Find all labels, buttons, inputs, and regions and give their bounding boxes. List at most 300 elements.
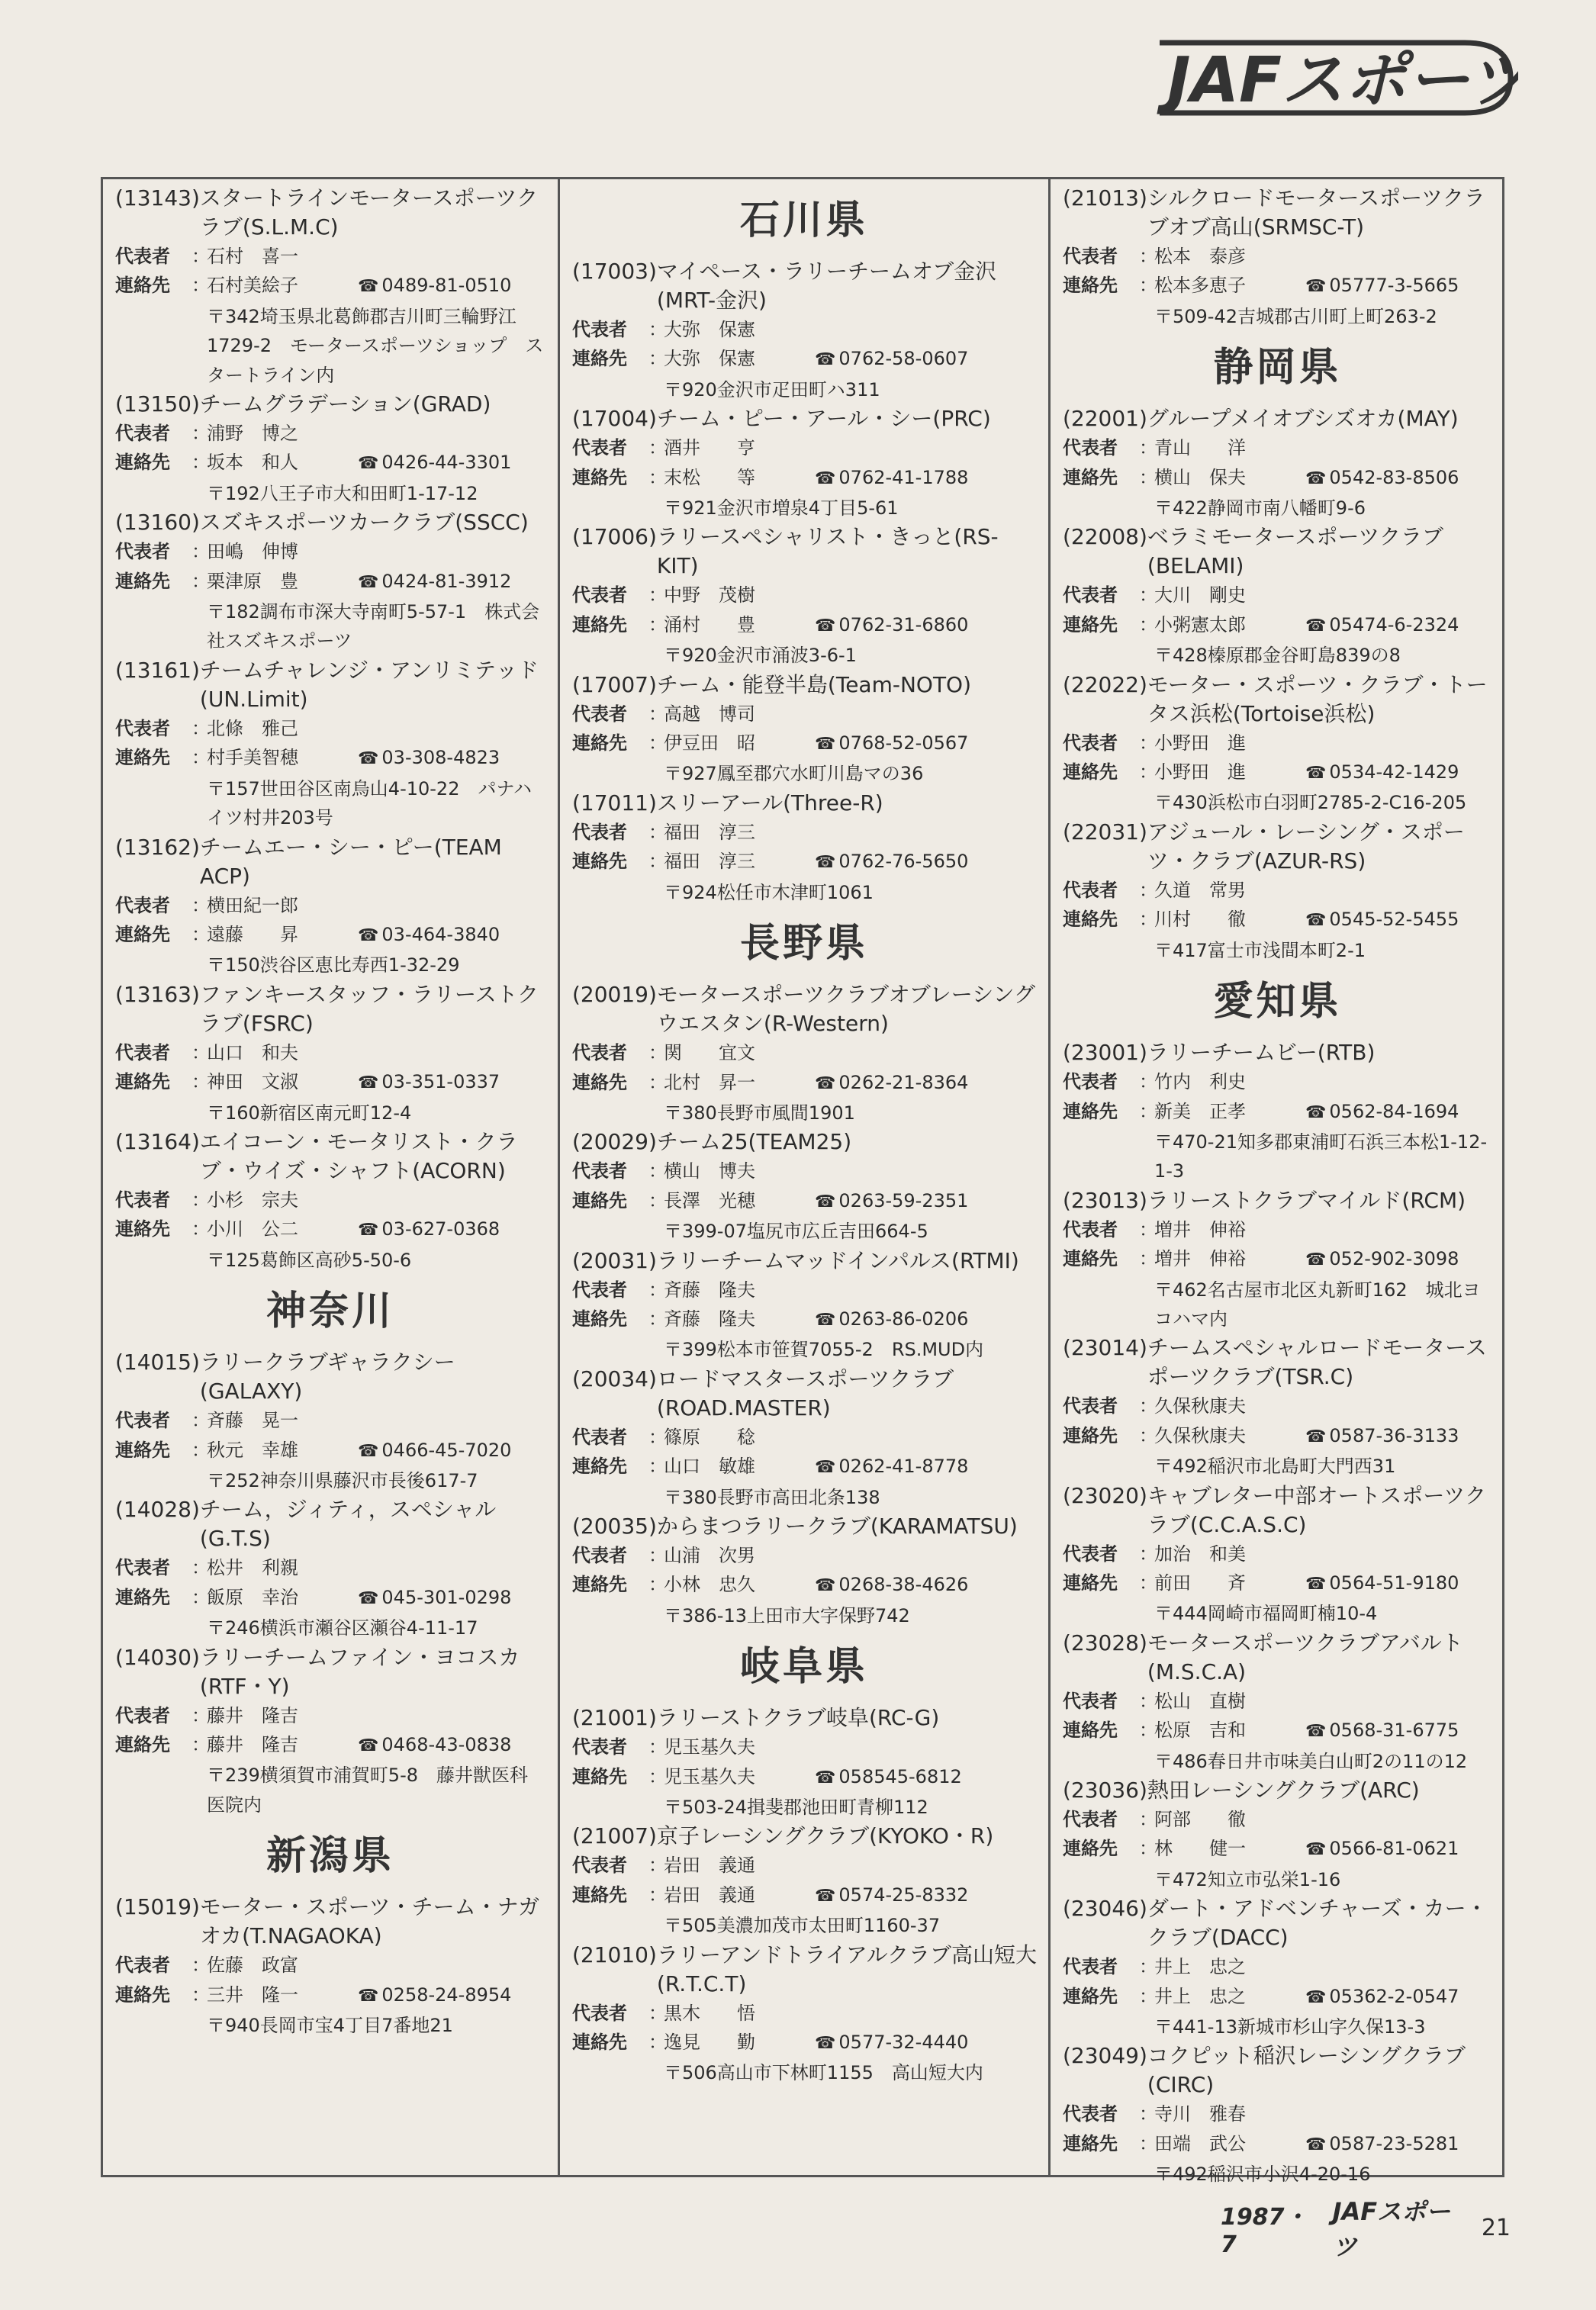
contact-name: 林 健一 xyxy=(1154,1838,1246,1860)
colon: ： xyxy=(1139,1690,1157,1712)
phone-value: 0534-42-1429 xyxy=(1329,761,1459,783)
colon: ： xyxy=(191,1439,210,1461)
club-header xyxy=(560,789,1048,818)
colon: ： xyxy=(648,1160,667,1182)
contact-name: 栗津原 豊 xyxy=(207,570,298,592)
contact-row xyxy=(1051,905,1504,935)
contact-label: 連絡先 xyxy=(115,1734,170,1755)
contact-label: 連絡先 xyxy=(1063,1572,1118,1594)
club-id: (13163) xyxy=(115,981,200,1007)
representative-label: 代表者 xyxy=(572,319,627,340)
club-header xyxy=(103,980,558,1038)
contact-label: 連絡先 xyxy=(115,275,170,297)
representative-name: 佐藤 政富 xyxy=(207,1954,298,1977)
colon: ： xyxy=(1139,1543,1157,1565)
colon: ： xyxy=(191,423,210,445)
club-name: スズキスポーツカークラブ(SSCC) xyxy=(199,510,529,536)
phone-number xyxy=(815,1880,968,1911)
club-id: (20029) xyxy=(572,1129,657,1155)
telephone-icon: ☎ xyxy=(1305,277,1327,297)
contact-row xyxy=(560,1570,1048,1601)
phone-value: 0564-51-9180 xyxy=(1329,1572,1459,1594)
contact-row xyxy=(1051,1834,1504,1864)
representative-label: 代表者 xyxy=(1063,1395,1118,1417)
contact-name: 井上 忠之 xyxy=(1154,1985,1246,2007)
contact-name: 新美 正孝 xyxy=(1154,1100,1246,1122)
club-id: (22001) xyxy=(1063,406,1147,432)
representative-row xyxy=(560,818,1048,847)
colon: ： xyxy=(1139,1424,1157,1446)
representative-label: 代表者 xyxy=(115,1557,170,1579)
club-id: (23049) xyxy=(1063,2043,1147,2069)
club-header xyxy=(1051,1038,1504,1067)
colon: ： xyxy=(191,1189,210,1211)
representative-row xyxy=(560,315,1048,344)
colon: ： xyxy=(1139,879,1157,901)
colon: ： xyxy=(648,1071,667,1093)
colon: ： xyxy=(1139,1985,1157,2007)
club-name: チームグラデーション(GRAD) xyxy=(199,391,491,417)
representative-label: 代表者 xyxy=(572,437,627,459)
club-id: (21013) xyxy=(1063,185,1147,211)
club-name: ラリーチームファイン・ヨコスカ(RTF・Y) xyxy=(199,1644,520,1699)
telephone-icon: ☎ xyxy=(1305,2135,1327,2154)
contact-label: 連絡先 xyxy=(1063,2132,1118,2154)
colon: ： xyxy=(648,1189,667,1211)
club-id: (21010) xyxy=(572,1942,657,1967)
colon: ： xyxy=(648,584,667,606)
club-name: ラリーストクラブ岐阜(RC-G) xyxy=(656,1705,940,1731)
telephone-icon: ☎ xyxy=(358,925,379,945)
representative-row xyxy=(1051,1805,1504,1834)
prefecture-heading: 静岡県 xyxy=(1213,345,1342,391)
club-entry xyxy=(1051,1186,1504,1334)
phone-number xyxy=(815,1762,962,1793)
colon: ： xyxy=(648,1574,667,1596)
phone-number xyxy=(1305,1097,1459,1128)
club-header xyxy=(560,1822,1048,1851)
phone-value: 03-308-4823 xyxy=(381,747,500,769)
club-header xyxy=(103,508,558,537)
column-2 xyxy=(558,179,1048,2175)
contact-row xyxy=(560,463,1048,494)
phone-number xyxy=(1305,610,1459,641)
telephone-icon: ☎ xyxy=(815,616,836,635)
representative-name: 田嶋 伸博 xyxy=(207,541,298,563)
club-entry xyxy=(1051,1894,1504,2041)
phone-number xyxy=(358,448,511,478)
phone-value: 052-902-3098 xyxy=(1329,1248,1459,1270)
phone-number xyxy=(815,847,968,877)
representative-label: 代表者 xyxy=(115,1954,170,1977)
club-id: (13143) xyxy=(115,185,200,211)
contact-name: 小野田 進 xyxy=(1154,761,1246,783)
club-address: 〒422静岡市南八幡町9-6 xyxy=(1154,497,1366,520)
colon: ： xyxy=(1139,1838,1157,1860)
colon: ： xyxy=(1139,613,1157,635)
contact-row xyxy=(1051,463,1504,494)
club-header xyxy=(1051,1629,1504,1687)
representative-row xyxy=(103,1951,558,1980)
prefecture-heading: 石川県 xyxy=(739,198,868,243)
phone-value: 0545-52-5455 xyxy=(1329,909,1459,931)
representative-row xyxy=(1051,1687,1504,1716)
contact-row xyxy=(103,743,558,774)
representative-label: 代表者 xyxy=(1063,246,1118,267)
club-name: チームエー・シー・ピー(TEAM ACP) xyxy=(199,834,502,889)
club-entry xyxy=(1051,184,1504,331)
phone-number xyxy=(815,610,968,641)
representative-label: 代表者 xyxy=(115,894,170,916)
colon: ： xyxy=(648,1456,667,1478)
phone-number xyxy=(1305,1421,1459,1452)
contact-name: 前田 斉 xyxy=(1154,1572,1246,1594)
club-id: (22031) xyxy=(1063,819,1147,845)
phone-value: 0262-41-8778 xyxy=(838,1456,969,1478)
club-id: (22022) xyxy=(1063,671,1147,697)
representative-name: 青山 洋 xyxy=(1154,437,1246,459)
representative-name: 加治 和美 xyxy=(1154,1543,1246,1565)
club-id: (14028) xyxy=(115,1497,200,1523)
phone-number xyxy=(815,1186,968,1217)
club-address: 〒940長岡市宝4丁目7番地21 xyxy=(207,2015,453,2037)
representative-label: 代表者 xyxy=(1063,2103,1118,2125)
club-name: 熱田レーシングクラブ(ARC) xyxy=(1147,1778,1420,1803)
club-name: モータースポーツクラブアバルト(M.S.C.A) xyxy=(1147,1630,1463,1684)
club-header xyxy=(103,656,558,714)
telephone-icon: ☎ xyxy=(358,572,379,592)
phone-value: 0424-81-3912 xyxy=(381,570,512,592)
representative-label: 代表者 xyxy=(1063,437,1118,459)
contact-name: 藤井 隆吉 xyxy=(207,1734,298,1755)
contact-row xyxy=(1051,1568,1504,1599)
telephone-icon: ☎ xyxy=(815,1192,836,1211)
club-address: 〒417富士市浅間本町2-1 xyxy=(1154,939,1366,961)
telephone-icon: ☎ xyxy=(358,1588,379,1608)
contact-name: 田端 武公 xyxy=(1154,2132,1246,2154)
phone-number xyxy=(815,1452,968,1482)
colon: ： xyxy=(648,1426,667,1448)
phone-value: 0568-31-6775 xyxy=(1329,1720,1459,1742)
colon: ： xyxy=(648,1279,667,1301)
club-header xyxy=(1051,1894,1504,1952)
phone-value: 0762-41-1788 xyxy=(838,466,969,488)
phone-number xyxy=(815,2028,968,2058)
contact-name: 伊豆田 昭 xyxy=(664,732,755,754)
jaf-sports-logo xyxy=(1144,29,1518,127)
club-name: 京子レーシングクラブ(KYOKO・R) xyxy=(656,1823,994,1849)
page-footer xyxy=(1221,2197,1511,2261)
club-directory xyxy=(101,177,1504,2186)
representative-row xyxy=(560,1423,1048,1452)
club-name: チームスペシャルロードモータースポーツクラブ(TSR.C) xyxy=(1147,1335,1487,1390)
representative-label: 代表者 xyxy=(1063,732,1118,754)
phone-number xyxy=(815,344,968,375)
club-entry xyxy=(560,523,1048,670)
club-id: (20035) xyxy=(572,1513,657,1539)
phone-number xyxy=(1305,1244,1459,1275)
club-entry xyxy=(560,1822,1048,1940)
phone-value: 045-301-0298 xyxy=(381,1586,512,1608)
contact-row xyxy=(1051,1244,1504,1275)
colon: ： xyxy=(191,747,210,769)
contact-name: 涌村 豊 xyxy=(664,613,755,635)
representative-name: 竹内 利史 xyxy=(1154,1071,1246,1093)
club-header xyxy=(560,1247,1048,1276)
club-name: スリーアール(Three-R) xyxy=(656,790,883,816)
club-address: 〒430浜松市白羽町2785-2-C16-205 xyxy=(1154,792,1467,814)
club-entry xyxy=(560,1365,1048,1512)
representative-name: 山口 和夫 xyxy=(207,1041,298,1063)
colon: ： xyxy=(1139,1071,1157,1093)
contact-name: 北村 昇一 xyxy=(664,1071,755,1093)
phone-value: 0263-86-0206 xyxy=(838,1308,969,1330)
magazine-name: JAFスポーツ xyxy=(1332,2197,1451,2261)
contact-label: 連絡先 xyxy=(1063,909,1118,931)
representative-name: 関 宜文 xyxy=(664,1042,755,1064)
contact-name: 秋元 幸雄 xyxy=(207,1439,298,1461)
contact-name: 小川 公二 xyxy=(207,1218,298,1240)
representative-row xyxy=(1051,1539,1504,1568)
telephone-icon: ☎ xyxy=(815,735,836,754)
club-address: 〒160新宿区南元町12-4 xyxy=(207,1102,412,1124)
contact-label: 連絡先 xyxy=(572,1574,627,1596)
club-header xyxy=(1051,1334,1504,1391)
club-name: アジュール・レーシング・スポーツ・クラブ(AZUR-RS) xyxy=(1147,819,1465,873)
colon: ： xyxy=(1139,275,1157,297)
contact-name: 久保秋康夫 xyxy=(1154,1424,1246,1446)
club-entry xyxy=(1051,818,1504,965)
club-id: (23001) xyxy=(1063,1040,1147,1066)
colon: ： xyxy=(1139,1720,1157,1742)
phone-number xyxy=(358,1067,500,1098)
representative-name: 篠原 稔 xyxy=(664,1426,755,1448)
contact-row xyxy=(103,271,558,301)
colon: ： xyxy=(1139,732,1157,754)
colon: ： xyxy=(191,1983,210,2006)
club-address: 〒509-42吉城郡古川町上町263-2 xyxy=(1154,305,1437,327)
club-name: ラリークラブギャラクシー(GALAXY) xyxy=(199,1350,455,1404)
page-number: 21 xyxy=(1481,2214,1511,2241)
club-entry xyxy=(103,184,558,390)
representative-row xyxy=(560,1038,1048,1067)
colon: ： xyxy=(191,1557,210,1579)
club-name: エイコーン・モータリスト・クラブ・ウイズ・シャフト(ACORN) xyxy=(199,1128,518,1183)
phone-number xyxy=(1305,1568,1459,1599)
club-address: 〒125葛飾区高砂5-50-6 xyxy=(207,1249,412,1271)
club-address: 〒927鳳至郡穴水町川島マの36 xyxy=(664,763,924,785)
club-address: 〒182調布市深大寺南町5-57-1 株式会社スズキスポーツ xyxy=(207,601,540,652)
representative-label: 代表者 xyxy=(572,1544,627,1566)
representative-name: 寺川 雅春 xyxy=(1154,2103,1246,2125)
club-address: 〒444岡崎市福岡町楠10-4 xyxy=(1154,1603,1378,1625)
club-header xyxy=(560,1512,1048,1541)
contact-label: 連絡先 xyxy=(1063,466,1118,488)
colon: ： xyxy=(648,319,667,340)
club-id: (22008) xyxy=(1063,524,1147,550)
colon: ： xyxy=(191,541,210,563)
club-name: ファンキースタッフ・ラリーストクラブ(FSRC) xyxy=(199,981,539,1036)
representative-label: 代表者 xyxy=(115,1704,170,1726)
representative-label: 代表者 xyxy=(572,1855,627,1877)
telephone-icon: ☎ xyxy=(815,468,836,488)
contact-row xyxy=(560,610,1048,641)
club-address: 〒920金沢市疋田町ハ311 xyxy=(664,378,880,401)
club-header xyxy=(560,257,1048,315)
contact-name: 増井 伸裕 xyxy=(1154,1248,1246,1270)
contact-name: 末松 等 xyxy=(664,466,755,488)
club-entry xyxy=(103,1495,558,1642)
club-entry xyxy=(1051,1629,1504,1776)
colon: ： xyxy=(191,275,210,297)
club-name: チーム25(TEAM25) xyxy=(656,1129,852,1155)
club-address: 〒157世田谷区南烏山4-10-22 パナハイツ村井203号 xyxy=(207,777,533,829)
representative-row xyxy=(1051,1067,1504,1096)
club-id: (13150) xyxy=(115,391,200,417)
phone-number xyxy=(1305,463,1459,494)
colon: ： xyxy=(648,1544,667,1566)
club-name: モーター・スポーツ・クラブ・トータス浜松(Tortoise浜松) xyxy=(1147,671,1488,726)
colon: ： xyxy=(648,437,667,459)
contact-row xyxy=(103,1980,558,2011)
club-entry xyxy=(560,1941,1048,2088)
representative-name: 斉藤 晃一 xyxy=(207,1410,298,1432)
representative-name: 小杉 宗夫 xyxy=(207,1189,298,1211)
club-entry xyxy=(103,656,558,833)
club-address: 〒342埼玉県北葛飾郡吉川町三輪野江1729-2 モータースポーツショップ スタートライン内 xyxy=(207,305,544,386)
representative-name: 久道 常男 xyxy=(1154,879,1246,901)
colon: ： xyxy=(1139,437,1157,459)
contact-name: 児玉基久夫 xyxy=(664,1765,755,1787)
contact-label: 連絡先 xyxy=(572,851,627,873)
contact-row xyxy=(103,448,558,478)
representative-label: 代表者 xyxy=(572,1279,627,1301)
contact-name: 横山 保夫 xyxy=(1154,466,1246,488)
club-id: (13164) xyxy=(115,1128,200,1154)
club-id: (23028) xyxy=(1063,1630,1147,1655)
telephone-icon: ☎ xyxy=(1305,1250,1327,1270)
contact-label: 連絡先 xyxy=(572,466,627,488)
phone-value: 0262-21-8364 xyxy=(838,1071,969,1093)
contact-label: 連絡先 xyxy=(1063,1248,1118,1270)
telephone-icon: ☎ xyxy=(815,1310,836,1330)
contact-name: 坂本 和人 xyxy=(207,452,298,474)
representative-row xyxy=(1051,1952,1504,1981)
representative-name: 北條 雅己 xyxy=(207,717,298,739)
colon: ： xyxy=(191,717,210,739)
colon: ： xyxy=(191,1218,210,1240)
club-id: (23014) xyxy=(1063,1335,1147,1361)
representative-row xyxy=(103,891,558,920)
club-name: シルクロードモータースポーツクラブオブ高山(SRMSC-T) xyxy=(1147,185,1485,240)
club-header xyxy=(560,1704,1048,1732)
representative-label: 代表者 xyxy=(1063,879,1118,901)
club-address: 〒399松本市笹賀7055-2 RS.MUD内 xyxy=(664,1339,984,1361)
phone-number xyxy=(815,463,968,494)
colon: ： xyxy=(648,613,667,635)
club-address: 〒921金沢市増泉4丁目5-61 xyxy=(664,497,899,520)
phone-number xyxy=(1305,758,1459,788)
club-address: 〒192八王子市大和田町1-17-12 xyxy=(207,482,478,504)
representative-label: 代表者 xyxy=(572,2002,627,2024)
colon: ： xyxy=(648,466,667,488)
club-id: (23013) xyxy=(1063,1187,1147,1213)
telephone-icon: ☎ xyxy=(815,1768,836,1787)
contact-label: 連絡先 xyxy=(572,2032,627,2054)
contact-name: 斉藤 隆夫 xyxy=(664,1308,755,1330)
colon: ： xyxy=(648,1884,667,1906)
colon: ： xyxy=(191,1734,210,1755)
club-header xyxy=(560,404,1048,433)
phone-number xyxy=(358,1436,511,1466)
club-name: マイペース・ラリーチームオブ金沢(MRT-金沢) xyxy=(656,259,997,313)
representative-row xyxy=(1051,433,1504,462)
telephone-icon: ☎ xyxy=(1305,1722,1327,1742)
representative-label: 代表者 xyxy=(115,1189,170,1211)
phone-value: 05777-3-5665 xyxy=(1329,275,1459,297)
contact-label: 連絡先 xyxy=(572,1189,627,1211)
contact-name: 川村 徹 xyxy=(1154,909,1246,931)
representative-name: 横山 博夫 xyxy=(664,1160,755,1182)
club-name: からまつラリークラブ(KARAMATSU) xyxy=(656,1513,1018,1539)
contact-label: 連絡先 xyxy=(1063,1720,1118,1742)
phone-value: 0466-45-7020 xyxy=(381,1439,512,1461)
contact-label: 連絡先 xyxy=(1063,1424,1118,1446)
club-id: (21007) xyxy=(572,1823,657,1849)
representative-label: 代表者 xyxy=(1063,584,1118,606)
phone-number xyxy=(358,1215,500,1245)
club-header xyxy=(1051,2041,1504,2099)
representative-name: 松井 利親 xyxy=(207,1557,298,1579)
club-entry xyxy=(1051,404,1504,523)
club-address: 〒428榛原郡金谷町島839の8 xyxy=(1154,645,1401,667)
logo-text: JAFスポーツ xyxy=(1167,44,1518,117)
club-name: ラリーアンドトライアルクラブ高山短大(R.T.C.T) xyxy=(656,1942,1038,1996)
contact-label: 連絡先 xyxy=(115,570,170,592)
club-id: (17003) xyxy=(572,259,657,284)
club-name: モーター・スポーツ・チーム・ナガオカ(T.NAGAOKA) xyxy=(199,1894,540,1949)
club-id: (17006) xyxy=(572,524,657,550)
representative-row xyxy=(560,1276,1048,1305)
colon: ： xyxy=(191,246,210,267)
contact-name: 三井 隆一 xyxy=(207,1983,298,2006)
contact-label: 連絡先 xyxy=(572,1071,627,1093)
club-entry xyxy=(560,257,1048,404)
colon: ： xyxy=(191,452,210,474)
club-entry xyxy=(1051,671,1504,818)
club-header xyxy=(560,980,1048,1038)
club-entry xyxy=(103,833,558,980)
club-entry xyxy=(103,1128,558,1275)
club-address: 〒380長野市高田北条138 xyxy=(664,1486,880,1508)
representative-row xyxy=(1051,2099,1504,2128)
club-name: チーム・能登半島(Team-NOTO) xyxy=(656,671,972,697)
representative-row xyxy=(1051,581,1504,610)
contact-label: 連絡先 xyxy=(1063,275,1118,297)
representative-name: 中野 茂樹 xyxy=(664,584,755,606)
contact-row xyxy=(1051,2129,1504,2160)
contact-name: 飯原 幸治 xyxy=(207,1586,298,1608)
contact-row xyxy=(560,1880,1048,1911)
representative-label: 代表者 xyxy=(572,1426,627,1448)
club-id: (20019) xyxy=(572,982,657,1008)
club-address: 〒399-07塩尻市広丘吉田664-5 xyxy=(664,1221,928,1243)
representative-row xyxy=(560,700,1048,729)
club-entry xyxy=(560,789,1048,907)
colon: ： xyxy=(1139,1572,1157,1594)
representative-name: 酒井 亨 xyxy=(664,437,755,459)
representative-label: 代表者 xyxy=(1063,1956,1118,1978)
